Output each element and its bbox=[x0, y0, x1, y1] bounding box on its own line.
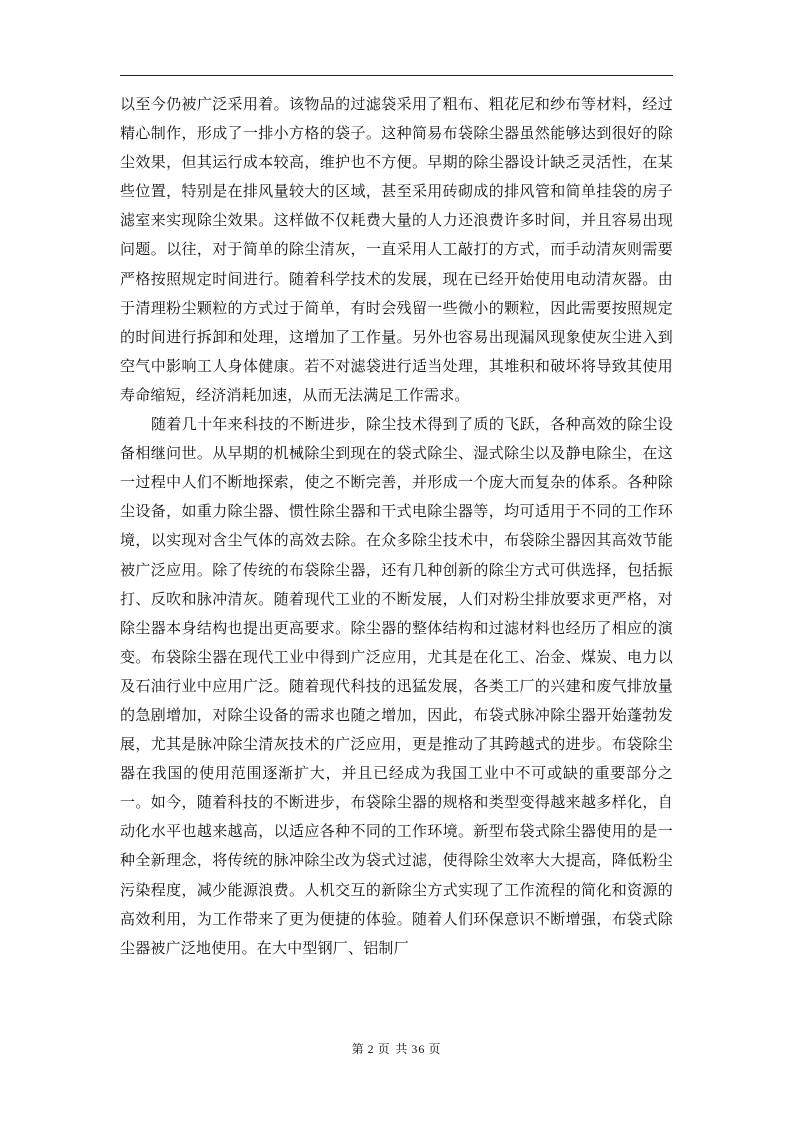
page-body bbox=[120, 90, 673, 963]
current-page-number: 2 bbox=[367, 1042, 375, 1056]
footer-suffix: 页 bbox=[428, 1042, 442, 1056]
paragraph-2: 随着几十年来科技的不断进步，除尘技术得到了质的飞跃，各种高效的除尘设备相继问世。从早期的机械除尘到现在的袋式除尘、湿式除尘以及静电除尘，在这一过程中人们不断地探索，使之不断完善，并形成一个庞大而复杂的体系。各种除尘设备，如重力除尘器、惯性除尘器和干式电除尘器等，均可适用于不同的工作环境，以实现对含尘气体的高效去除。在众多除尘技术中，布袋除尘器因其高效节能被广泛应用。除了传统的布袋除尘器，还有几种创新的除尘方式可供选择，包括振打、反吹和脉冲清灰。随着现代工业的不断发展，人们对粉尘排放要求更严格，对除尘器本身结构也提出更高要求。除尘器的整体结构和过滤材料也经历了相应的演变。布袋除尘器在现代工业中得到广泛应用，尤其是在化工、冶金、煤炭、电力以及石油行业中应用广泛。随着现代科技的迅猛发展，各类工厂的兴建和废气排放量的急剧增加，对除尘设备的需求也随之增加，因此，布袋式脉冲除尘器开始蓬勃发展，尤其是脉冲除尘清灰技术的广泛应用，更是推动了其跨越式的进步。布袋除尘器在我国的使用范围逐渐扩大，并且已经成为我国工业中不可或缺的重要部分之一。如今，随着科技的不断进步，布袋除尘器的规格和类型变得越来越多样化，自动化水平也越来越高，以适应各种不同的工作环境。新型布袋式除尘器使用的是一种全新理念，将传统的脉冲除尘改为袋式过滤，使得除尘效率大大提高，降低粉尘污染程度，减少能源浪费。人机交互的新除尘方式实现了工作流程的简化和资源的高效利用，为工作带来了更为便捷的体验。随着人们环保意识不断增强，布袋式除尘器被广泛地使用。在大中型钢厂、铝制厂 bbox=[120, 415, 673, 957]
footer-middle: 页 共 bbox=[377, 1042, 409, 1056]
page-footer bbox=[0, 1041, 793, 1057]
header-rule bbox=[120, 75, 673, 76]
total-page-count: 36 bbox=[411, 1042, 426, 1056]
footer-prefix: 第 bbox=[351, 1042, 365, 1056]
paragraph-1: 以至今仍被广泛采用着。该物品的过滤袋采用了粗布、粗花尼和纱布等材料，经过精心制作，形成了一排小方格的袋子。这种简易布袋除尘器虽然能够达到很好的除尘效果，但其运行成本较高，维护也不方便。早期的除尘器设计缺乏灵活性，在某些位置，特别是在排风量较大的区域，甚至采用砖砌成的排风管和简单挂袋的房子滤室来实现除尘效果。这样做不仅耗费大量的人力还浪费许多时间，并且容易出现问题。以往，对于简单的除尘清灰，一直采用人工敲打的方式，而手动清灰则需要严格按照规定时间进行。随着科学技术的发展，现在已经开始使用电动清灰器。由于清理粉尘颗粒的方式过于简单，有时会残留一些微小的颗粒，因此需要按照规定的时间进行拆卸和处理，这增加了工作量。另外也容易出现漏风现象使灰尘进入到空气中影响工人身体健康。若不对滤袋进行适当处理，其堆积和破坏将导致其使用寿命缩短，经济消耗加速，从而无法满足工作需求。 bbox=[120, 95, 673, 404]
